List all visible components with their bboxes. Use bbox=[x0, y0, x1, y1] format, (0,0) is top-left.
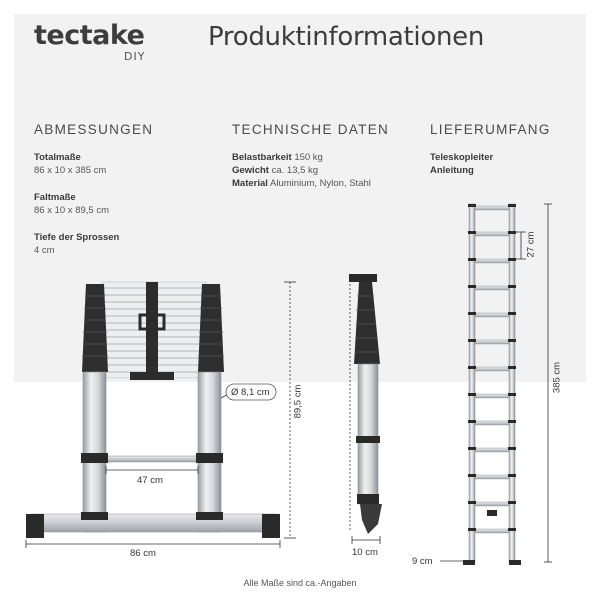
footer-note: Alle Maße sind ca.-Angaben bbox=[243, 578, 357, 588]
dimensions-heading: ABMESSUNGEN bbox=[34, 122, 154, 137]
folded-dimensions-value: 86 x 10 x 89,5 cm bbox=[34, 205, 109, 216]
total-dimensions-label: Totalmaße bbox=[34, 152, 81, 163]
rung-spacing-label: 27 cm bbox=[525, 231, 537, 258]
brand-logo: tectake bbox=[34, 20, 145, 51]
load-capacity-value: 150 kg bbox=[294, 152, 323, 163]
weight-label: Gewicht bbox=[232, 165, 269, 176]
page-title: Produktinformationen bbox=[208, 22, 485, 52]
right-foot bbox=[262, 514, 280, 538]
total-height-label: 385 cm bbox=[551, 361, 563, 394]
folded-height-label: 89,5 cm bbox=[292, 384, 304, 419]
left-rail-caps bbox=[82, 284, 108, 372]
extended-rungs bbox=[475, 206, 509, 533]
width-label: 86 cm bbox=[130, 548, 156, 559]
scope-item-ladder: Teleskopleiter bbox=[430, 152, 494, 163]
inner-width-label: 47 cm bbox=[137, 475, 163, 486]
folded-dimensions-label: Faltmaße bbox=[34, 192, 76, 203]
foot-width-label: 9 cm bbox=[412, 556, 433, 567]
technical-heading: TECHNISCHE DATEN bbox=[232, 122, 390, 137]
extended-left-rail bbox=[469, 204, 475, 562]
left-rail bbox=[83, 372, 106, 532]
weight-value: ca. 13,5 kg bbox=[271, 165, 319, 176]
right-rail bbox=[198, 372, 221, 532]
diameter-label: Ø 8,1 cm bbox=[231, 387, 270, 398]
bottom-rung bbox=[106, 456, 198, 462]
brand-logo-sub: DIY bbox=[124, 50, 146, 63]
right-rail-caps bbox=[198, 284, 224, 372]
depth-label: 10 cm bbox=[352, 547, 378, 558]
material-value: Aluminium, Nylon, Stahl bbox=[270, 178, 371, 189]
extended-right-rail bbox=[509, 204, 515, 562]
left-foot bbox=[26, 514, 44, 538]
stabilizer-bar bbox=[30, 514, 278, 532]
folded-ladder-front bbox=[26, 282, 296, 548]
load-capacity-label: Belastbarkeit bbox=[232, 152, 292, 163]
scope-item-manual: Anleitung bbox=[430, 165, 474, 176]
rung-depth-label: Tiefe der Sprossen bbox=[34, 232, 120, 243]
total-dimensions-value: 86 x 10 x 385 cm bbox=[34, 165, 107, 176]
rung-depth-value: 4 cm bbox=[34, 245, 55, 256]
material-label: Material bbox=[232, 178, 268, 189]
side-foot bbox=[360, 504, 382, 534]
scope-heading: LIEFERUMFANG bbox=[430, 122, 551, 137]
folded-ladder-side bbox=[349, 274, 382, 544]
